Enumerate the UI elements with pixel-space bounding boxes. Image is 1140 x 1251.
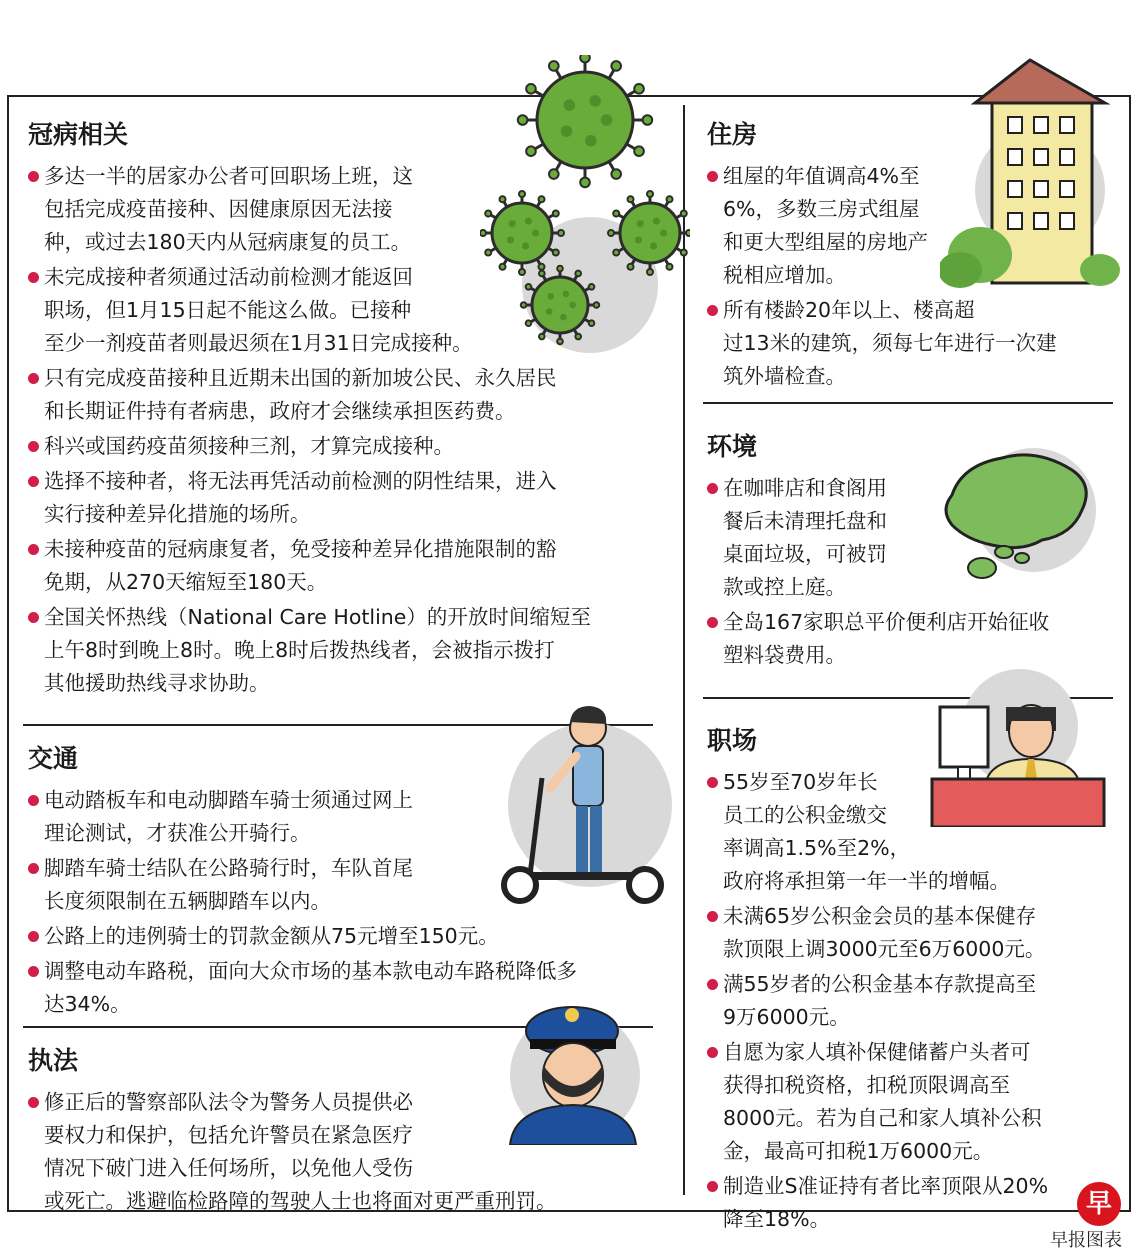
bullet-text-line: 塑料袋费用。: [723, 643, 846, 667]
bullet-text-line: 自愿为家人填补保健储蓄户头者可: [723, 1040, 1031, 1064]
bullet-item: [28, 920, 658, 953]
bullet-text-line: 政府将承担第一年一半的增幅。: [723, 869, 1010, 893]
bullet-text-line: 免期，从270天缩短至180天。: [44, 570, 328, 594]
bullet-text-line: 理论测试，才获准公开骑行。: [44, 821, 311, 845]
bullet-text-line: 未接种疫苗的冠病康复者，免受接种差异化措施限制的豁: [44, 537, 557, 561]
bullet-dot-icon: [28, 1097, 39, 1108]
bullet-dot-icon: [707, 617, 718, 628]
bullet-text-line: 未完成接种者须通过活动前检测才能返回: [44, 265, 413, 289]
bullet-text-line: 所有楼龄20年以上、楼高超: [723, 298, 975, 322]
bullet-text-line: 6%，多数三房式组屋: [723, 197, 920, 221]
bullet-item: [28, 465, 658, 531]
bullet-item: [28, 533, 658, 599]
bullet-text-line: 满55岁者的公积金基本存款提高至: [723, 972, 1037, 996]
bullet-text-line: 上午8时到晚上8时。晚上8时后拨热线者，会被指示拨打: [44, 638, 555, 662]
section-environment: [707, 430, 1117, 674]
bullet-text-line: 至少一剂疫苗者则最迟须在1月31日完成接种。: [44, 331, 473, 355]
bullet-text-line: 修正后的警察部队法令为警务人员提供必: [44, 1090, 413, 1114]
bullet-item: [707, 1036, 1117, 1168]
bullet-item: [707, 160, 1117, 292]
bullet-item: [707, 766, 1117, 898]
bullet-dot-icon: [28, 544, 39, 555]
bullet-dot-icon: [707, 171, 718, 182]
bullet-text-line: 未满65岁公积金会员的基本保健存: [723, 904, 1037, 928]
bullet-dot-icon: [707, 305, 718, 316]
bullet-dot-icon: [28, 441, 39, 452]
section-title-housing: 住房: [707, 120, 758, 149]
bullet-text-line: 多达一半的居家办公者可回职场上班，这: [44, 164, 413, 188]
bullet-item: [28, 430, 658, 463]
bullet-dot-icon: [28, 476, 39, 487]
bullet-dot-icon: [28, 272, 39, 283]
bullet-item: [707, 900, 1117, 966]
bullet-dot-icon: [707, 483, 718, 494]
section-transport: [28, 742, 658, 1023]
bullet-text-line: 职场，但1月15日起不能这么做。已接种: [44, 298, 412, 322]
section-covid: [28, 118, 658, 702]
section-title-enforcement: 执法: [28, 1046, 79, 1075]
section-title-workplace: 职场: [707, 726, 758, 755]
bullet-dot-icon: [28, 171, 39, 182]
bullet-dot-icon: [28, 612, 39, 623]
bullet-dot-icon: [28, 795, 39, 806]
bullet-text-line: 情况下破门进入任何场所，以免他人受伤: [44, 1156, 413, 1180]
bullet-text-line: 全岛167家职总平价便利店开始征收: [723, 610, 1050, 634]
bullet-text-line: 款顶限上调3000元至6万6000元。: [723, 937, 1046, 961]
bullet-dot-icon: [707, 1181, 718, 1192]
bullet-text-line: 和更大型组屋的房地产: [723, 230, 928, 254]
bullet-item: [28, 955, 658, 1021]
bullet-text-line: 调整电动车路税，面向大众市场的基本款电动车路税降低多: [44, 959, 577, 983]
bullet-text-line: 9万6000元。: [723, 1005, 850, 1029]
bullet-item: [28, 1086, 658, 1218]
bullet-text-line: 8000元。若为自己和家人填补公积: [723, 1106, 1042, 1130]
bullet-text-line: 55岁至70岁年长: [723, 770, 878, 794]
bullet-dot-icon: [28, 373, 39, 384]
bullet-dot-icon: [28, 931, 39, 942]
bullet-text-line: 达34%。: [44, 992, 131, 1016]
bullet-text-line: 制造业S准证持有者比率顶限从20%: [723, 1174, 1049, 1198]
section-title-transport: 交通: [28, 744, 79, 773]
bullet-text-line: 和长期证件持有者病患，政府才会继续承担医药费。: [44, 399, 516, 423]
bullet-item: [28, 601, 658, 700]
bullet-item: [28, 362, 658, 428]
bullet-item: [28, 261, 658, 360]
section-title-environment: 环境: [707, 432, 758, 461]
bullet-text-line: 或死亡。逃避临检路障的驾驶人士也将面对更严重刑罚。: [44, 1189, 557, 1213]
bullet-text-line: 餐后未清理托盘和: [723, 509, 887, 533]
section-workplace: [707, 724, 1117, 1238]
bullet-text-line: 实行接种差异化措施的场所。: [44, 502, 311, 526]
bullet-item: [28, 160, 658, 259]
bullet-dot-icon: [28, 863, 39, 874]
bullet-item: [707, 294, 1117, 393]
bullet-text-line: 降至18%。: [723, 1207, 831, 1231]
divider-housing-environment: [703, 402, 1113, 404]
bullet-text-line: 获得扣税资格，扣税顶限调高至: [723, 1073, 1010, 1097]
bullet-dot-icon: [707, 1047, 718, 1058]
bullet-item: [707, 968, 1117, 1034]
bullet-text-line: 长度须限制在五辆脚踏车以内。: [44, 889, 331, 913]
bullet-text-line: 税相应增加。: [723, 263, 846, 287]
bullet-text-line: 全国关怀热线（National Care Hotline）的开放时间缩短至: [44, 605, 591, 629]
bullet-item: [28, 784, 658, 850]
graphic-credit: 早报图表: [1050, 1230, 1122, 1251]
bullet-text-line: 筑外墙检查。: [723, 364, 846, 388]
bullet-text-line: 在咖啡店和食阁用: [723, 476, 887, 500]
bullet-text-line: 只有完成疫苗接种且近期未出国的新加坡公民、永久居民: [44, 366, 557, 390]
bullet-text-line: 要权力和保护，包括允许警员在紧急医疗: [44, 1123, 413, 1147]
section-enforcement: [28, 1044, 658, 1220]
bullet-text-line: 种，或过去180天内从冠病康复的员工。: [44, 230, 412, 254]
bullet-text-line: 金，最高可扣税1万6000元。: [723, 1139, 994, 1163]
bullet-text-line: 电动踏板车和电动脚踏车骑士须通过网上: [44, 788, 413, 812]
bullet-item: [707, 606, 1117, 672]
bullet-text-line: 脚踏车骑士结队在公路骑行时，车队首尾: [44, 856, 413, 880]
zaobao-logo: 早: [1077, 1182, 1121, 1226]
bullet-text-line: 过13米的建筑，须每七年进行一次建: [723, 331, 1057, 355]
bullet-item: [28, 852, 658, 918]
bullet-dot-icon: [707, 777, 718, 788]
bullet-text-line: 其他援助热线寻求协助。: [44, 671, 270, 695]
bullet-text-line: 率调高1.5%至2%，: [723, 836, 911, 860]
bullet-text-line: 员工的公积金缴交: [723, 803, 887, 827]
bullet-text-line: 公路上的违例骑士的罚款金额从75元增至150元。: [44, 924, 499, 948]
section-housing: [707, 118, 1117, 395]
bullet-dot-icon: [707, 911, 718, 922]
bullet-text-line: 组屋的年值调高4%至: [723, 164, 920, 188]
bullet-item: [707, 472, 1117, 604]
bullet-dot-icon: [28, 966, 39, 977]
bullet-text-line: 桌面垃圾，可被罚: [723, 542, 887, 566]
bullet-text-line: 科兴或国药疫苗须接种三剂，才算完成接种。: [44, 434, 454, 458]
section-title-covid: 冠病相关: [28, 120, 129, 149]
bullet-text-line: 选择不接种者，将无法再凭活动前检测的阴性结果，进入: [44, 469, 557, 493]
bullet-text-line: 包括完成疫苗接种、因健康原因无法接: [44, 197, 393, 221]
bullet-text-line: 款或控上庭。: [723, 575, 846, 599]
bullet-dot-icon: [707, 979, 718, 990]
